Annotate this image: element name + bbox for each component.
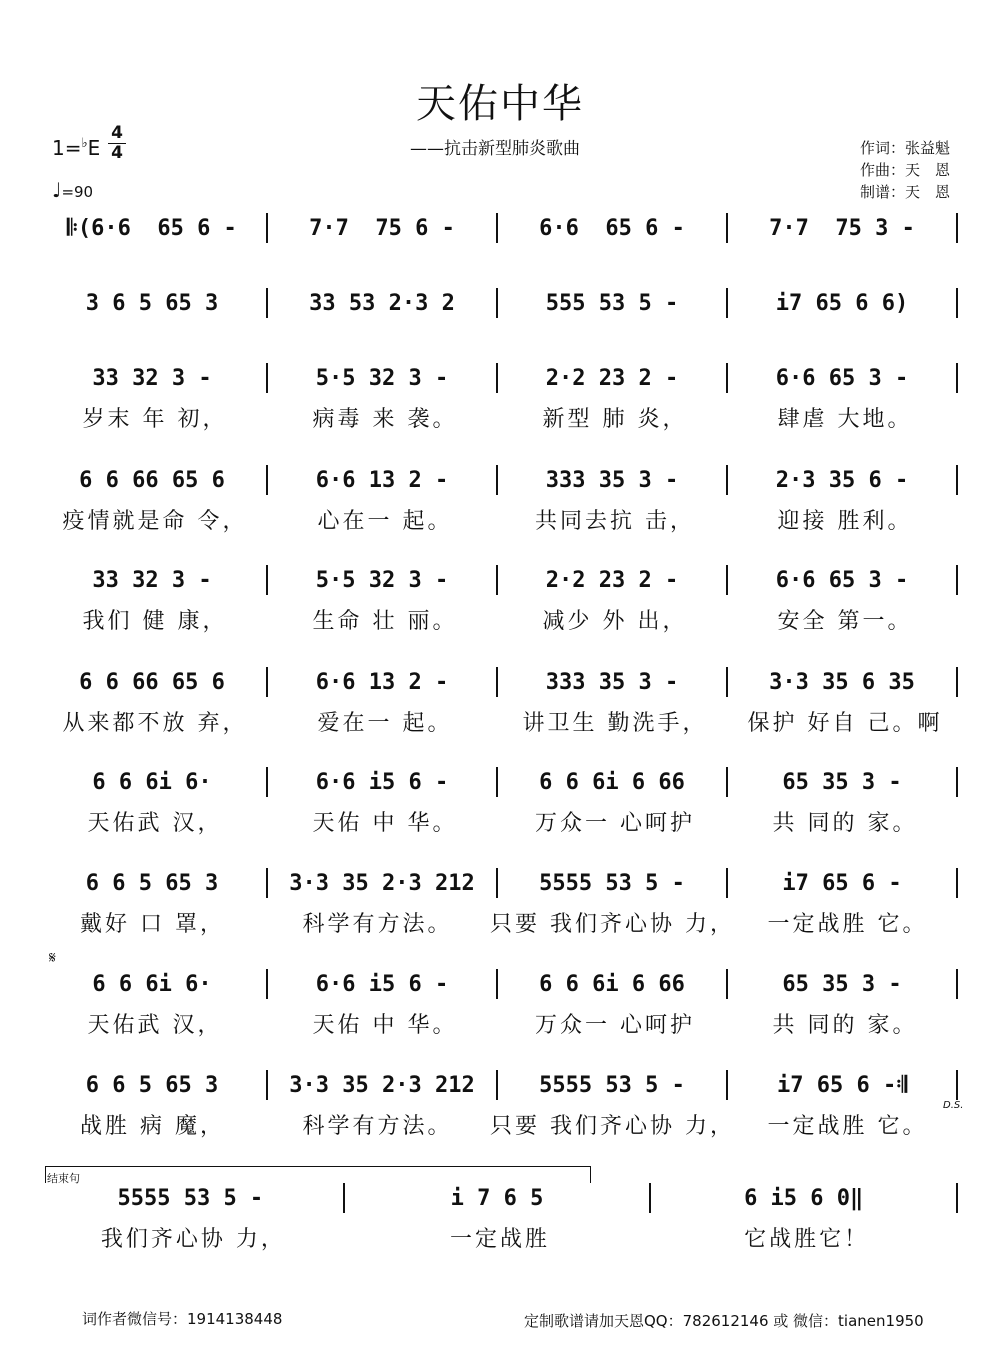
barline xyxy=(266,969,268,999)
lyric-phrase: 从来都不放 弃， xyxy=(62,710,248,736)
measure: 7·7 75 6 - xyxy=(309,215,455,241)
barline xyxy=(266,667,268,697)
footer-lyricist-contact: 词作者微信号：1914138448 xyxy=(82,1310,283,1328)
lyric-phrase: 共 同的 家。 xyxy=(772,1012,918,1038)
lyric-phrase: 战胜 病 魔， xyxy=(80,1113,225,1139)
measure: 333 35 3 - xyxy=(545,467,679,493)
barline xyxy=(956,868,958,898)
barline xyxy=(649,1183,651,1213)
lyricist-credit: 作词：张益魁 xyxy=(859,139,950,157)
barline xyxy=(956,213,958,243)
measure: i 7 6 5 xyxy=(450,1185,544,1211)
notes-row xyxy=(40,208,960,248)
barline xyxy=(726,767,728,797)
song-title: 天佑中华 xyxy=(416,81,584,127)
key-prefix: 1= xyxy=(52,136,82,160)
lyrics-row xyxy=(40,502,960,536)
measure: 5555 53 5 - xyxy=(539,870,685,896)
barline xyxy=(266,465,268,495)
notes-row xyxy=(40,964,960,1004)
lyric-phrase: 爱在一 起。 xyxy=(317,710,453,736)
measure: 6 6 6i 6 66 xyxy=(539,769,685,795)
lyric-phrase: 新型 肺 炎， xyxy=(542,406,688,432)
footer-custom-contact: 定制歌谱请加天恩QQ：782612146 或 微信：tianen1950 xyxy=(524,1312,924,1330)
lyric-phrase: 生命 壮 丽。 xyxy=(312,608,458,634)
measure: i7 65 6 -𝄇 xyxy=(777,1072,907,1098)
measure: i7 65 6 - xyxy=(782,870,902,896)
lyric-phrase: 安全 第一。 xyxy=(777,608,913,634)
notes-row xyxy=(40,762,960,802)
notes-row xyxy=(40,1178,960,1218)
lyrics-row xyxy=(40,1006,960,1040)
key-signature xyxy=(52,136,100,160)
barline xyxy=(956,767,958,797)
flat-icon: ♭ xyxy=(81,136,88,151)
ds-marking: D.S. xyxy=(943,1100,964,1111)
barline xyxy=(266,213,268,243)
barline xyxy=(956,1183,958,1213)
tempo-value: =90 xyxy=(61,183,94,201)
notes-row xyxy=(40,358,960,398)
measure: 333 35 3 - xyxy=(545,669,679,695)
measure: 33 32 3 - xyxy=(92,567,212,593)
lyrics-row xyxy=(40,602,960,636)
barline xyxy=(726,213,728,243)
lyric-phrase: 只要 我们齐心协 力， xyxy=(490,1113,735,1139)
measure: 6 6 66 65 6 xyxy=(79,669,225,695)
lyrics-row xyxy=(40,1107,960,1141)
notes-row xyxy=(40,283,960,323)
lyric-phrase: 讲卫生 勤洗手， xyxy=(522,710,708,736)
barline xyxy=(726,363,728,393)
measure: 65 35 3 - xyxy=(782,769,902,795)
ending-label: 结束句 xyxy=(47,1172,80,1185)
measure: 6·6 13 2 - xyxy=(315,669,449,695)
measure: 5·5 32 3 - xyxy=(315,365,449,391)
measure: 7·7 75 3 - xyxy=(769,215,915,241)
barline xyxy=(956,667,958,697)
lyrics-row xyxy=(40,400,960,434)
notes-row xyxy=(40,560,960,600)
lyric-phrase: 迎接 胜利。 xyxy=(777,508,913,534)
barline xyxy=(496,667,498,697)
measure: 555 53 5 - xyxy=(545,290,679,316)
lyric-phrase: 疫情就是命 令， xyxy=(62,508,248,534)
lyrics-row xyxy=(40,1220,960,1254)
lyric-phrase: 一定战胜 xyxy=(450,1226,551,1252)
measure: 33 32 3 - xyxy=(92,365,212,391)
time-bottom: 4 xyxy=(108,143,126,163)
barline xyxy=(956,565,958,595)
measure: 6·6 65 6 - xyxy=(539,215,685,241)
measure: 3·3 35 2·3 212 xyxy=(289,870,475,896)
barline xyxy=(343,1183,345,1213)
composer-credit: 作曲：天 恩 xyxy=(859,161,950,179)
time-signature xyxy=(108,124,126,163)
measure: 6 6 6i 6 66 xyxy=(539,971,685,997)
tempo-marking xyxy=(52,178,93,202)
measure: 6 6 6i 6· xyxy=(92,971,212,997)
barline xyxy=(726,1070,728,1100)
barline xyxy=(956,1070,958,1100)
measure: 65 35 3 - xyxy=(782,971,902,997)
key-note: E xyxy=(87,136,101,160)
lyric-phrase: 一定战胜 它。 xyxy=(767,911,928,937)
transcriber-credit: 制谱：天 恩 xyxy=(859,183,950,201)
lyric-phrase: 心在一 起。 xyxy=(317,508,453,534)
lyric-phrase: 科学有方法。 xyxy=(302,911,453,937)
measure: i7 65 6 6) xyxy=(775,290,909,316)
measure: 2·3 35 6 - xyxy=(775,467,909,493)
notes-row xyxy=(40,662,960,702)
barline xyxy=(266,363,268,393)
measure: 6 6 5 65 3 xyxy=(85,870,219,896)
measure: 3 6 5 65 3 xyxy=(85,290,219,316)
barline xyxy=(266,767,268,797)
measure: 6 i5 6 0‖ xyxy=(744,1185,864,1211)
lyric-phrase: 万众一 心呵护 xyxy=(535,1012,695,1038)
barline xyxy=(496,767,498,797)
time-top: 4 xyxy=(111,123,123,143)
barline xyxy=(956,288,958,318)
lyric-phrase: 我们 健 康， xyxy=(82,608,228,634)
ending-bracket xyxy=(45,1166,591,1183)
lyrics-row xyxy=(40,804,960,838)
measure: 6·6 i5 6 - xyxy=(315,971,449,997)
lyric-phrase: 共同去抗 击， xyxy=(535,508,695,534)
lyrics-row xyxy=(40,905,960,939)
lyric-phrase: 科学有方法。 xyxy=(302,1113,453,1139)
barline xyxy=(726,667,728,697)
quarter-note-icon: ♩ xyxy=(52,178,62,202)
barline xyxy=(726,465,728,495)
barline xyxy=(496,465,498,495)
lyric-phrase: 它战胜它！ xyxy=(744,1226,870,1252)
barline xyxy=(726,565,728,595)
measure: 2·2 23 2 - xyxy=(545,365,679,391)
lyric-phrase: 万众一 心呵护 xyxy=(535,810,695,836)
segno-icon: 𝄋 xyxy=(49,948,56,967)
lyric-phrase: 共 同的 家。 xyxy=(772,810,918,836)
lyric-phrase: 我们齐心协 力， xyxy=(100,1226,286,1252)
lyric-phrase: 天佑 中 华。 xyxy=(312,810,458,836)
barline xyxy=(956,465,958,495)
barline xyxy=(266,868,268,898)
measure: 2·2 23 2 - xyxy=(545,567,679,593)
lyric-phrase: 天佑武 汉， xyxy=(87,1012,223,1038)
measure: 5·5 32 3 - xyxy=(315,567,449,593)
barline xyxy=(496,565,498,595)
lyric-phrase: 保护 好自 己。啊 xyxy=(747,710,943,736)
measure: 6·6 13 2 - xyxy=(315,467,449,493)
notes-row xyxy=(40,863,960,903)
measure: 5555 53 5 - xyxy=(539,1072,685,1098)
measure: 6 6 5 65 3 xyxy=(85,1072,219,1098)
measure: 6·6 i5 6 - xyxy=(315,769,449,795)
notes-row xyxy=(40,460,960,500)
barline xyxy=(496,969,498,999)
lyric-phrase: 肆虐 大地。 xyxy=(777,406,913,432)
barline xyxy=(496,213,498,243)
measure: 𝄆(6·6 65 6 - xyxy=(67,215,237,241)
measure: 5555 53 5 - xyxy=(117,1185,264,1211)
measure: 6 6 6i 6· xyxy=(92,769,212,795)
barline xyxy=(956,363,958,393)
notes-row xyxy=(40,1065,960,1105)
lyric-phrase: 病毒 来 袭。 xyxy=(312,406,458,432)
barline xyxy=(726,969,728,999)
lyric-phrase: 天佑武 汉， xyxy=(87,810,223,836)
barline xyxy=(496,288,498,318)
measure: 6·6 65 3 - xyxy=(775,365,909,391)
lyrics-row xyxy=(40,704,960,738)
barline xyxy=(266,1070,268,1100)
barline xyxy=(726,288,728,318)
lyric-phrase: 只要 我们齐心协 力， xyxy=(490,911,735,937)
lyric-phrase: 天佑 中 华。 xyxy=(312,1012,458,1038)
barline xyxy=(266,565,268,595)
lyric-phrase: 戴好 口 罩， xyxy=(80,911,225,937)
barline xyxy=(956,969,958,999)
measure: 33 53 2·3 2 xyxy=(309,290,455,316)
barline xyxy=(496,868,498,898)
barline xyxy=(726,868,728,898)
barline xyxy=(496,363,498,393)
lyric-phrase: 岁末 年 初， xyxy=(82,406,228,432)
song-subtitle: ——抗击新型肺炎歌曲 xyxy=(410,139,580,159)
barline xyxy=(496,1070,498,1100)
measure: 3·3 35 2·3 212 xyxy=(289,1072,475,1098)
measure: 3·3 35 6 35 xyxy=(769,669,915,695)
measure: 6·6 65 3 - xyxy=(775,567,909,593)
lyric-phrase: 减少 外 出， xyxy=(542,608,688,634)
measure: 6 6 66 65 6 xyxy=(79,467,225,493)
lyric-phrase: 一定战胜 它。 xyxy=(767,1113,928,1139)
barline xyxy=(266,288,268,318)
